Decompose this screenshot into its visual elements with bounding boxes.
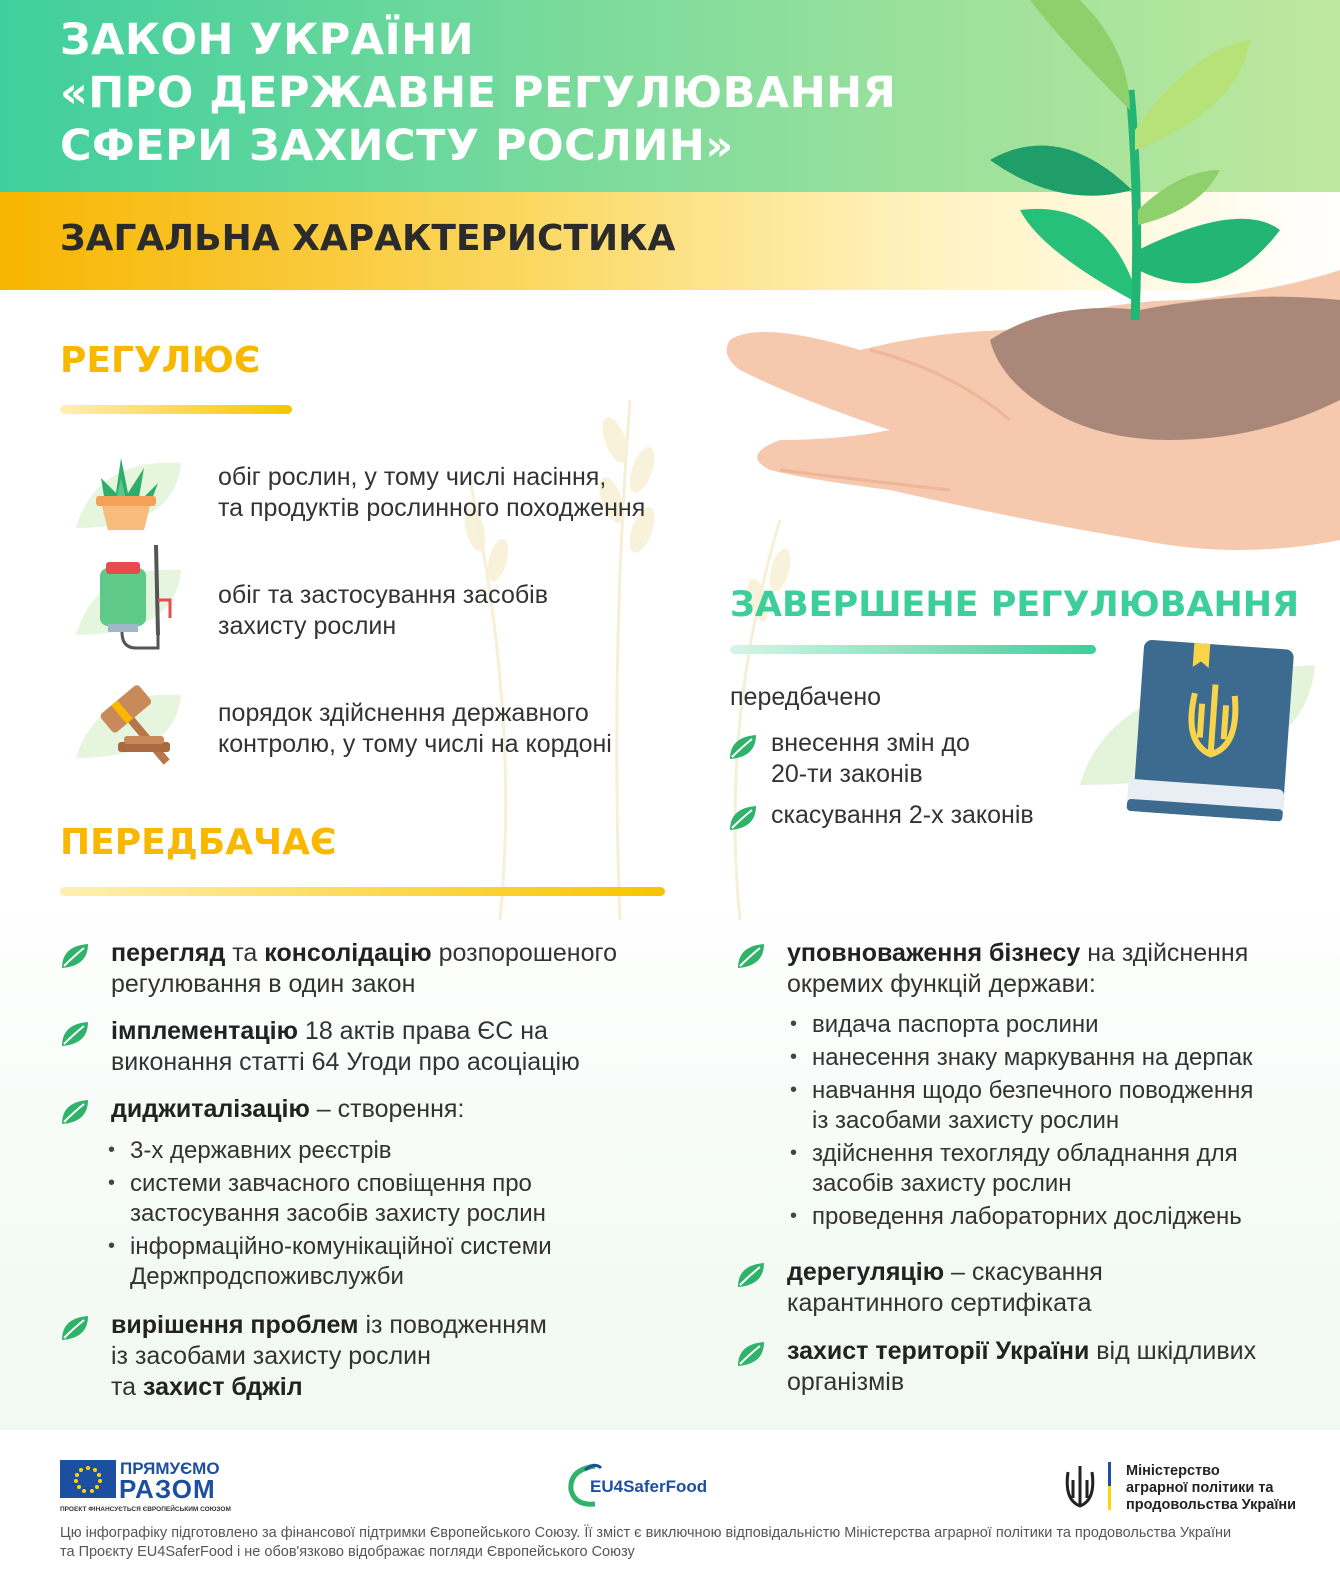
center-logo: EU4SaferFood <box>590 1477 708 1496</box>
leaf-bullet-icon <box>60 1020 90 1048</box>
emphasis-text: перегляд <box>111 939 226 967</box>
eu-flag-icon <box>60 1460 116 1498</box>
flag-divider <box>1108 1462 1111 1510</box>
item-text: карантинного сертифіката <box>787 1289 1092 1317</box>
title-line: СФЕРИ ЗАХИСТУ РОСЛИН» <box>60 121 734 171</box>
list-item-text: • навчання щодо безпечного поводження <box>812 1077 1254 1104</box>
ministry-line: аграрної політики та <box>1126 1480 1274 1496</box>
leaf-bullet-icon <box>736 942 766 970</box>
emphasis-text: уповноваження бізнесу <box>787 939 1081 967</box>
page-subtitle: ЗАГАЛЬНА ХАРАКТЕРИСТИКА <box>60 218 676 259</box>
item-text: регулювання в один закон <box>111 970 416 998</box>
list-item-text: із засобами захисту рослин <box>812 1107 1120 1134</box>
title-line: «ПРО ДЕРЖАВНЕ РЕГУЛЮВАННЯ <box>60 68 897 118</box>
item-text: із поводженням <box>358 1311 547 1339</box>
footnote <box>60 1524 1320 1562</box>
emphasis-text: вирішення проблем <box>111 1311 359 1339</box>
sprayer-icon <box>66 540 186 650</box>
item-text: організмів <box>787 1368 905 1396</box>
list-item-text: • нанесення знаку маркування на дерпак <box>812 1044 1253 1071</box>
item-text: із засобами захисту рослин <box>111 1342 431 1370</box>
provides-left-item-1 <box>111 938 617 1000</box>
item-text: – створення: <box>309 1095 465 1123</box>
list-item-text: • інформаційно-комунікаційної системи <box>130 1233 552 1260</box>
completed-item-2: скасування 2-х законів <box>771 801 1034 829</box>
item-text: та <box>225 939 265 967</box>
provides-left-item-2 <box>111 1016 580 1078</box>
item-text: розпорошеного <box>431 939 617 967</box>
regulates-item-text: контролю, у тому числі на кордоні <box>218 730 612 758</box>
list-item <box>106 1232 666 1292</box>
eu-logo-caption: ПРОЕКТ ФІНАНСУЄТЬСЯ ЄВРОПЕЙСЬКИМ СОЮЗОМ <box>60 1506 231 1513</box>
regulates-underline <box>60 405 292 414</box>
list-item <box>788 1043 1328 1073</box>
list-item-text: • здійснення техогляду обладнання для <box>812 1140 1238 1167</box>
emphasis-text: захист бджіл <box>143 1373 303 1401</box>
regulates-item-text: порядок здійснення державного <box>218 699 589 727</box>
regulates-item-text: обіг рослин, у тому числі насіння, <box>218 463 607 491</box>
regulates-item-text: обіг та застосування засобів <box>218 581 549 609</box>
list-item-text: • проведення лабораторних досліджень <box>812 1203 1242 1230</box>
hand-with-sprout-illustration <box>720 0 1340 560</box>
item-text: – скасування <box>944 1258 1103 1286</box>
leaf-bullet-icon <box>728 733 758 761</box>
provides-left-item-4 <box>111 1310 547 1403</box>
provides-left-item-3 <box>111 1094 464 1125</box>
item-text: та <box>111 1373 144 1401</box>
regulates-heading: РЕГУЛЮЄ <box>60 340 261 381</box>
provides-right-item-3 <box>787 1336 1256 1398</box>
item-text: на здійснення <box>1080 939 1249 967</box>
regulates-item-2 <box>218 580 548 642</box>
completed-item-text: 20-ти законів <box>771 760 923 788</box>
completed-heading: ЗАВЕРШЕНЕ РЕГУЛЮВАННЯ <box>730 585 1300 625</box>
leaf-bullet-icon <box>60 1314 90 1342</box>
provides-underline <box>60 887 665 896</box>
list-item <box>788 1202 1328 1232</box>
regulates-item-3 <box>218 698 612 760</box>
provides-heading: ПЕРЕДБАЧАЄ <box>60 822 337 863</box>
ministry-logo-text <box>1126 1463 1296 1514</box>
provides-right-item-1 <box>787 938 1248 1000</box>
regulates-item-1 <box>218 462 645 524</box>
list-item-text: • видача паспорта рослини <box>812 1011 1099 1038</box>
list-item <box>106 1136 666 1166</box>
leaf-bullet-icon <box>60 942 90 970</box>
leaf-bullet-icon <box>736 1261 766 1289</box>
provides-right-item-2 <box>787 1257 1103 1319</box>
completed-item-text: внесення змін до <box>771 729 970 757</box>
completed-item-1 <box>771 728 970 790</box>
emphasis-text: імплементацію <box>111 1017 298 1045</box>
regulates-item-text: та продуктів рослинного походження <box>218 494 646 522</box>
eu-logo-bottom: РАЗОМ <box>119 1474 216 1504</box>
completed-intro: передбачено <box>730 683 882 711</box>
eu-logo-top: ПРЯМУЄМО <box>120 1459 220 1478</box>
law-book-icon <box>1080 635 1320 835</box>
trident-icon <box>1062 1462 1098 1512</box>
emphasis-text: консолідацію <box>264 939 432 967</box>
completed-underline <box>730 645 1096 654</box>
list-item-text: • системи завчасного сповіщення про <box>130 1170 532 1197</box>
business-functions-bullets <box>788 1010 1328 1235</box>
list-item <box>788 1076 1328 1136</box>
item-text: 18 актів права ЄС на <box>297 1017 548 1045</box>
list-item-text: Держпродспоживслужби <box>130 1263 404 1290</box>
emphasis-text: диджиталізацію <box>111 1095 310 1123</box>
item-text: виконання статті 64 Угоди про асоціацію <box>111 1048 580 1076</box>
leaf-bullet-icon <box>736 1340 766 1368</box>
list-item <box>788 1139 1328 1199</box>
potted-plant-icon <box>66 438 186 548</box>
ministry-line: продовольства України <box>1126 1497 1297 1513</box>
title-line: ЗАКОН УКРАЇНИ <box>60 15 475 65</box>
regulates-item-text: захисту рослин <box>218 612 397 640</box>
emphasis-text: дерегуляцію <box>787 1258 945 1286</box>
gavel-icon <box>66 670 186 780</box>
item-text: від шкідливих <box>1089 1337 1257 1365</box>
leaf-bullet-icon <box>728 804 758 832</box>
ministry-line: Міністерство <box>1126 1463 1220 1479</box>
footnote-line: та Проєкту EU4SaferFood і не обов'язково відображає погляди Європейського Союзу <box>60 1544 635 1560</box>
item-text: окремих функцій держави: <box>787 970 1096 998</box>
digitalization-bullets <box>106 1136 666 1295</box>
list-item-text: застосування засобів захисту рослин <box>130 1200 546 1227</box>
leaf-bullet-icon <box>60 1098 90 1126</box>
list-item <box>106 1169 666 1229</box>
list-item-text: засобів захисту рослин <box>812 1170 1072 1197</box>
footnote-line: Цю інфографіку підготовлено за фінансової підтримки Європейського Союзу. Її зміст є виключною відповідальністю Міністерства аграрної політики та продовольства України <box>60 1525 1232 1541</box>
list-item <box>788 1010 1328 1040</box>
list-item-text: • 3-х державних реєстрів <box>130 1137 392 1164</box>
emphasis-text: захист території України <box>787 1337 1090 1365</box>
